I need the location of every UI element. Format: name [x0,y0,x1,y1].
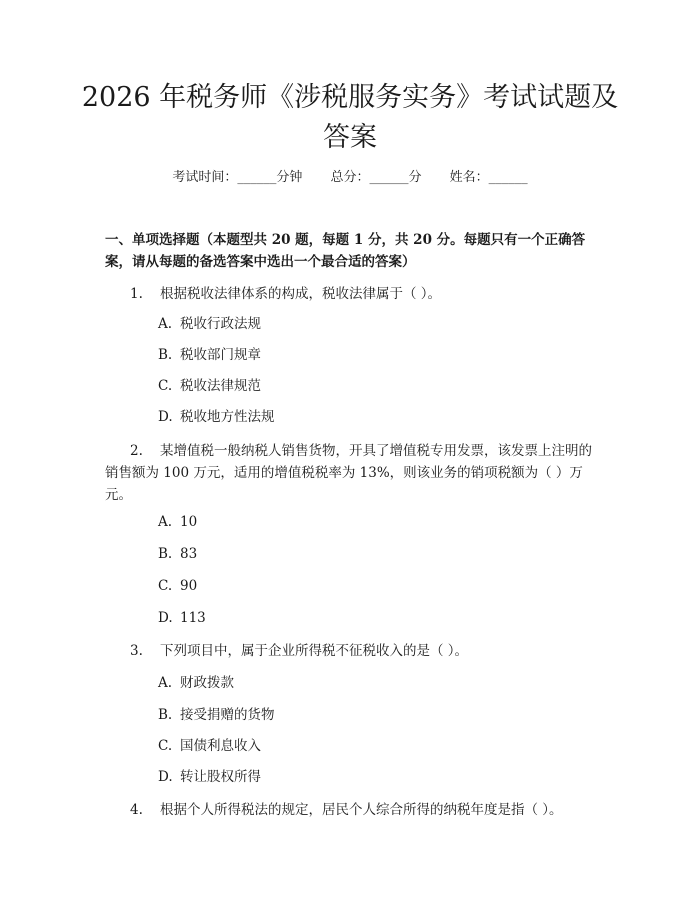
exam-time-label: 考试时间：______分钟 [172,170,303,185]
question-text: 某增值税一般纳税人销售货物，开具了增值税专用发票，该发票上注明的销售额为 100 万元，适用的增值税税率为 13%，则该业务的销项税额为（ ）万元。 [105,443,592,503]
option-2b [158,544,197,564]
page-title: 2026 年税务师《涉税服务实务》考试试题及答案 [81,82,619,153]
question-text: 根据税收法律体系的构成，税收法律属于（ ）。 [160,286,442,302]
question-2 [105,440,597,506]
option-text: 90 [180,578,198,594]
total-score-label: 总分：______分 [330,170,422,185]
option-3a [158,673,234,693]
option-letter: A. [158,316,173,332]
question-4 [105,799,597,821]
option-2d [158,608,206,628]
option-letter: B. [158,707,173,723]
option-1c [158,376,261,396]
option-letter: C. [158,578,173,594]
option-text: 财政拨款 [180,675,234,691]
option-text: 10 [180,514,198,530]
option-2a [158,512,197,532]
option-letter: D. [158,409,173,425]
option-letter: A. [158,514,173,530]
option-letter: C. [158,378,173,394]
option-3b [158,705,275,725]
question-3 [105,640,597,662]
option-letter: B. [158,347,173,363]
candidate-name-label: 姓名：______ [449,170,528,185]
option-letter: D. [158,769,173,785]
option-letter: C. [158,738,173,754]
option-1a [158,314,261,334]
option-3d [158,767,261,787]
option-text: 接受捐赠的货物 [180,707,275,723]
question-text: 下列项目中，属于企业所得税不征税收入的是（ ）。 [160,643,469,659]
option-letter: D. [158,610,173,626]
option-1d [158,407,275,427]
question-number: 3. [130,643,143,659]
option-text: 税收地方性法规 [180,409,275,425]
option-letter: A. [158,675,173,691]
option-2c [158,576,197,596]
question-text: 根据个人所得税法的规定，居民个人综合所得的纳税年度是指（ ）。 [160,802,563,818]
option-text: 国债利息收入 [180,738,261,754]
option-text: 转让股权所得 [180,769,261,785]
question-number: 2. [130,443,143,459]
option-text: 税收法律规范 [180,378,261,394]
option-text: 税收部门规章 [180,347,261,363]
option-text: 83 [180,546,198,562]
option-text: 税收行政法规 [180,316,261,332]
exam-meta [0,168,700,188]
question-1 [105,283,597,305]
option-letter: B. [158,546,173,562]
option-1b [158,345,261,365]
question-number: 1. [130,286,143,302]
option-text: 113 [180,610,206,626]
section-heading: 一、单项选择题（本题型共 20 题，每题 1 分，共 20 分。每题只有一个正确答案，请从每题的备选答案中选出一个最合适的答案） [105,232,586,270]
option-3c [158,736,261,756]
question-number: 4. [130,802,143,818]
